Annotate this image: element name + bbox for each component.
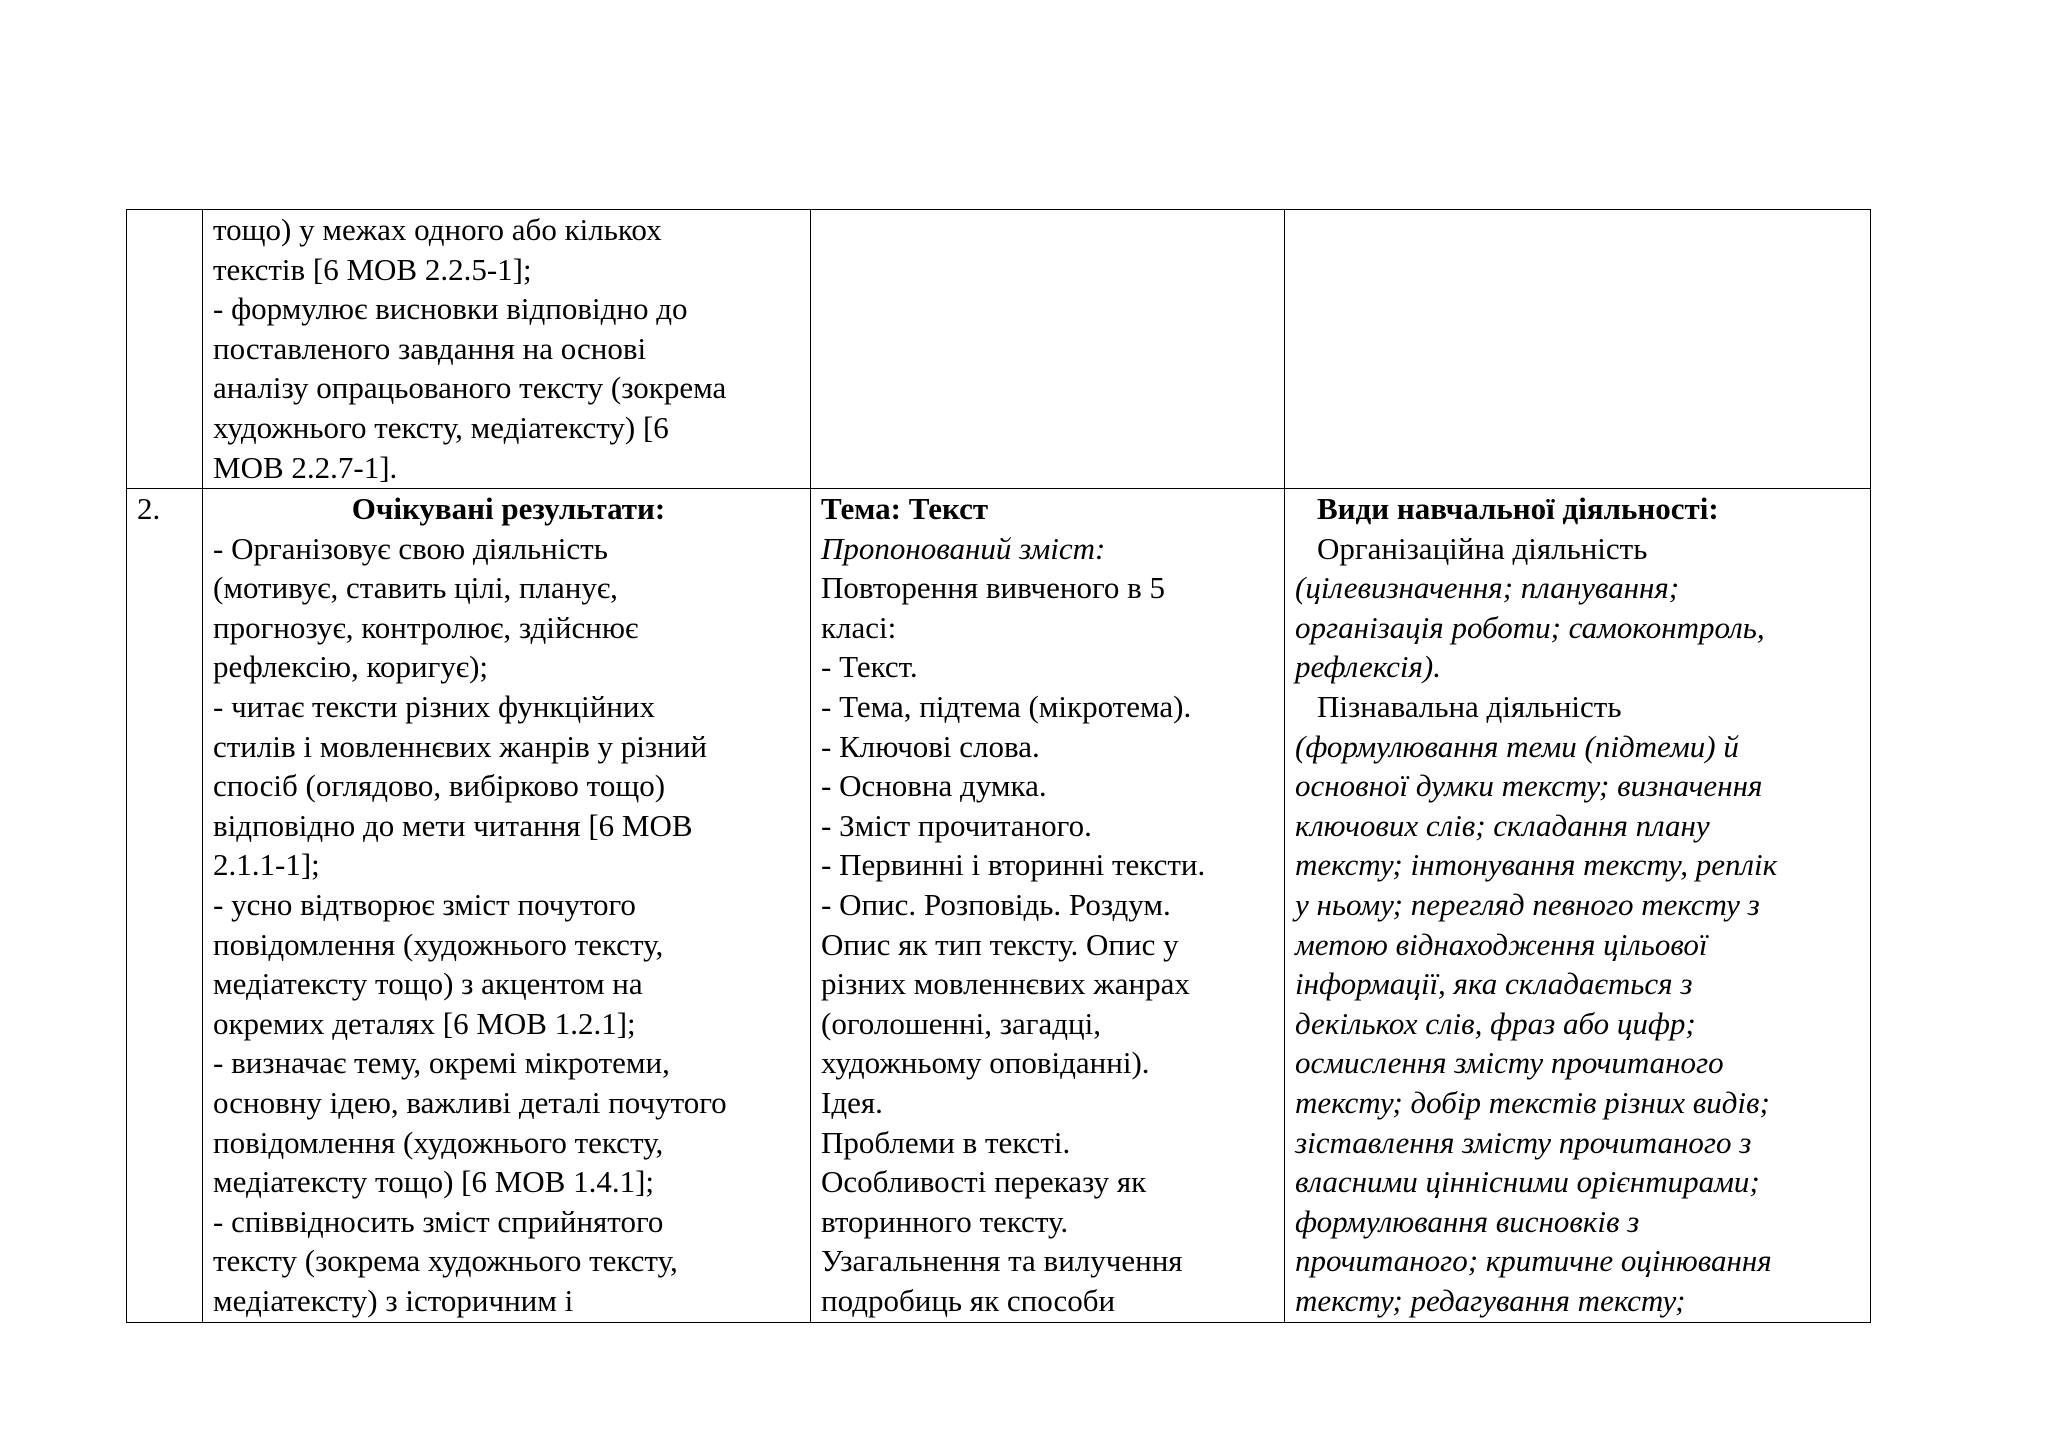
text-line: власними ціннісними орієнтирами; <box>1295 1164 1760 1200</box>
text-line: Особливості переказу як <box>821 1164 1147 1200</box>
text-line: Ідея. <box>821 1084 883 1120</box>
text-line: основну ідею, важливі деталі почутого <box>213 1084 727 1120</box>
text-line: - Ключові слова. <box>821 728 1040 764</box>
text-line: - Текст. <box>821 649 918 685</box>
text-line: - Опис. Розповідь. Роздум. <box>821 886 1171 922</box>
number-cell <box>127 210 203 489</box>
text-line: - читає тексти різних функційних <box>213 688 655 724</box>
number-cell <box>127 489 203 1323</box>
text-line: метою віднаходження цільової <box>1295 926 1708 962</box>
text-line: основної думки тексту; визначення <box>1295 768 1763 804</box>
text-line: спосіб (оглядово, вибірково тощо) <box>213 768 666 804</box>
text-line: медіатексту тощо) з акцентом на <box>213 966 643 1002</box>
text-line: тощо) у межах одного або кількох <box>213 212 662 247</box>
text-line: тексту; добір текстів різних видів; <box>1295 1084 1770 1120</box>
text-line: прогнозує, контролює, здійснює <box>213 609 639 645</box>
table-row <box>127 210 1871 489</box>
text-line: декількох слів, фраз або цифр; <box>1295 1005 1696 1041</box>
curriculum-table <box>126 209 1871 1323</box>
text-line: - усно відтворює зміст почутого <box>213 886 636 922</box>
text-line: інформації, яка складається з <box>1295 966 1693 1002</box>
text-line: Опис як тип тексту. Опис у <box>821 926 1179 962</box>
text-line: зіставлення змісту прочитаного з <box>1295 1124 1752 1160</box>
text-line: - Зміст прочитаного. <box>821 807 1092 843</box>
table-row <box>127 489 1871 1323</box>
text-line: прочитаного; критичне оцінювання <box>1295 1243 1772 1279</box>
text-line: (мотивує, ставить цілі, планує, <box>213 570 618 606</box>
expected-results-heading: Очікувані результати: <box>351 491 666 526</box>
expected-results-cell <box>203 210 811 489</box>
text-line: повідомлення (художнього тексту, <box>213 1124 664 1160</box>
text-line: тексту; інтонування тексту, реплік <box>1295 847 1778 883</box>
text-line: Повторення вивченого в 5 <box>821 570 1166 606</box>
text-line: тексту; редагування тексту; <box>1295 1282 1686 1318</box>
text-line: ключових слів; складання плану <box>1295 807 1710 843</box>
text-line: формулювання висновків з <box>1295 1203 1640 1239</box>
text-line: (оголошенні, загадці, <box>821 1005 1101 1041</box>
text-line: окремих деталях [6 МОВ 1.2.1]; <box>213 1005 636 1041</box>
expected-results-cell <box>203 489 811 1323</box>
content-cell <box>811 489 1285 1323</box>
text-line: медіатексту тощо) [6 МОВ 1.4.1]; <box>213 1164 655 1200</box>
proposed-content-label: Пропонований зміст: <box>821 530 1106 566</box>
activities-cell <box>1285 210 1871 489</box>
activities-heading: Види навчальної діяльності: <box>1317 491 1719 526</box>
text-line: художнього тексту, медіатексту) [6 <box>213 409 669 445</box>
text-line: рефлексія). <box>1295 649 1441 685</box>
cognitive-activity-title: Пізнавальна діяльність <box>1317 688 1622 724</box>
text-line: - визначає тему, окремі мікротеми, <box>213 1045 670 1081</box>
text-line: у ньому; перегляд певного тексту з <box>1295 886 1760 922</box>
text-line: стилів і мовленнєвих жанрів у різний <box>213 728 707 764</box>
text-line: - Основна думка. <box>821 768 1047 804</box>
text-line: організація роботи; самоконтроль, <box>1295 609 1765 645</box>
text-line: тексту (зокрема художнього тексту, <box>213 1243 678 1279</box>
text-line: вторинного тексту. <box>821 1203 1069 1239</box>
text-line: відповідно до мети читання [6 МОВ <box>213 807 693 843</box>
text-line: медіатексту) з історичним і <box>213 1282 574 1318</box>
text-line: осмислення змісту прочитаного <box>1295 1045 1724 1081</box>
topic-heading: Тема: Текст <box>821 491 989 526</box>
text-line: Проблеми в тексті. <box>821 1124 1071 1160</box>
text-line: - Первинні і вторинні тексти. <box>821 847 1206 883</box>
text-line: різних мовленнєвих жанрах <box>821 966 1190 1002</box>
text-line: Узагальнення та вилучення <box>821 1243 1183 1279</box>
row-number: 2. <box>137 491 161 526</box>
text-line: поставленого завдання на основі <box>213 330 647 366</box>
text-line: рефлексію, коригує); <box>213 649 489 685</box>
text-line: - формулює висновки відповідно до <box>213 291 688 327</box>
activities-cell <box>1285 489 1871 1323</box>
text-line: текстів [6 МОВ 2.2.5-1]; <box>213 251 532 287</box>
text-line: (формулювання теми (підтеми) й <box>1295 728 1739 764</box>
text-line: подробиць як способи <box>821 1282 1116 1318</box>
text-line: - співвідносить зміст сприйнятого <box>213 1203 664 1239</box>
text-line: 2.1.1-1]; <box>213 847 320 883</box>
text-line: - Організовує свою діяльність <box>213 530 608 566</box>
text-line: - Тема, підтема (мікротема). <box>821 688 1192 724</box>
text-line: аналізу опрацьованого тексту (зокрема <box>213 370 727 406</box>
text-line: МОВ 2.2.7-1]. <box>213 449 398 485</box>
text-line: художньому оповіданні). <box>821 1045 1150 1081</box>
organizational-activity-title: Організаційна діяльність <box>1317 530 1648 566</box>
text-line: класі: <box>821 609 897 645</box>
text-line: (цілевизначення; планування; <box>1295 570 1680 606</box>
content-cell <box>811 210 1285 489</box>
text-line: повідомлення (художнього тексту, <box>213 926 664 962</box>
